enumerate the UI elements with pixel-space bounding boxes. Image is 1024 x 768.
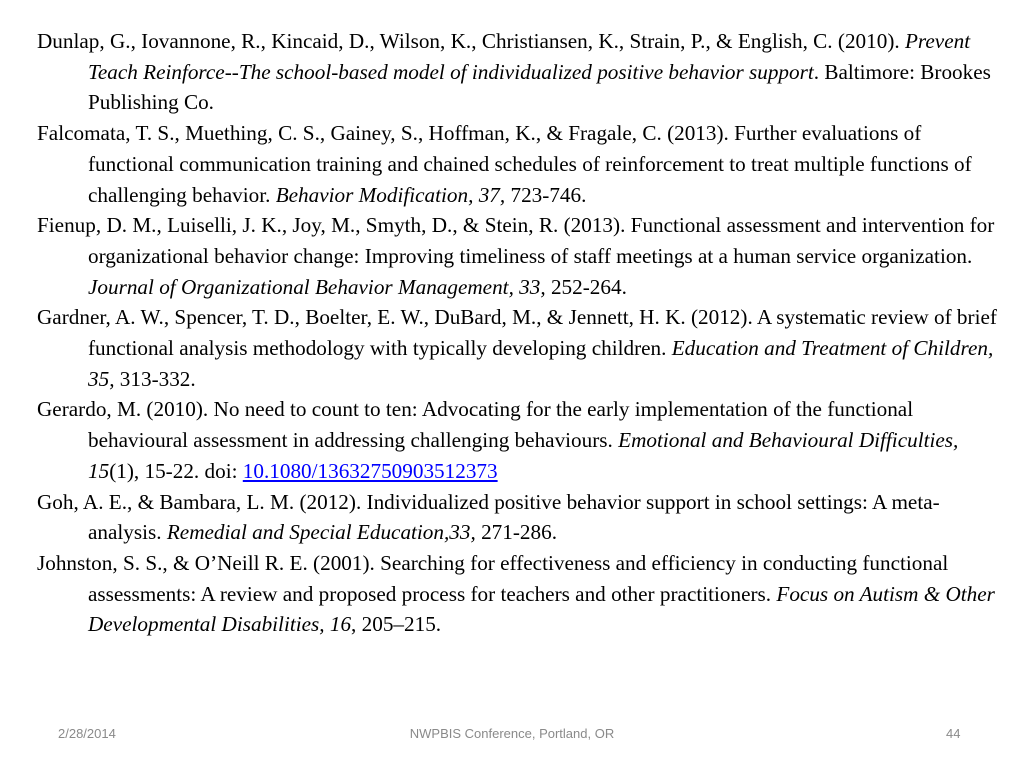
reference-item (37, 26, 997, 118)
reference-item (37, 394, 997, 486)
reference-source: Emotional and Behavioural Difficulties, 15 (88, 428, 959, 483)
reference-item (37, 302, 997, 394)
reference-list (37, 26, 997, 640)
slide-number: 44 (946, 726, 961, 741)
reference-item (37, 548, 997, 640)
reference-item (37, 487, 997, 548)
reference-source: Journal of Organizational Behavior Management, 33, (88, 274, 546, 299)
reference-text: Falcomata, T. S., Muething, C. S., Gainey, S., Hoffman, K., & Fragale, C. (2013). Further evaluations of functional communication training and chained schedules of reinforcement to treat multiple functions of challenging behavior. (37, 121, 972, 207)
reference-text: Fienup, D. M., Luiselli, J. K., Joy, M., Smyth, D., & Stein, R. (2013). Functional assessment and intervention for organizational behavior change: Improving timeliness of staff meetings at a human service organization. (37, 213, 995, 268)
footer-date: 2/28/2014 (58, 726, 116, 741)
reference-text: Gardner, A. W., Spencer, T. D., Boelter, E. W., DuBard, M., & Jennett, H. K. (2012). A systematic review of brief functional analysis methodology with typically developing children. (37, 305, 997, 361)
reference-text: Johnston, S. S., & O’Neill R. E. (2001). Searching for effectiveness and efficiency in conducting functional assessments: A review and proposed process for teachers and other practitioners. (37, 550, 949, 606)
reference-item (37, 210, 997, 302)
reference-text: Dunlap, G., Iovannone, R., Kincaid, D., Wilson, K., Christiansen, K., Strain, P., & English, C. (2010). (37, 29, 905, 53)
reference-details: 723-746. (505, 182, 587, 207)
reference-source: Prevent Teach Reinforce--The school-based model of individualized positive behavior support (88, 29, 971, 84)
doi-link[interactable]: 10.1080/13632750903512373 (242, 458, 498, 483)
reference-text: Goh, A. E., & Bambara, L. M. (2012). Individualized positive behavior support in school settings: A meta-analysis. (37, 489, 940, 545)
reference-source: Focus on Autism & Other Developmental Disabilities, 16 (88, 581, 995, 637)
reference-source: Behavior Modification, 37, (275, 182, 506, 207)
reference-details: 271-286. (475, 520, 557, 545)
reference-item (37, 118, 997, 210)
reference-details: (1), 15-22. doi: (109, 458, 243, 483)
reference-text: Gerardo, M. (2010). No need to count to ten: Advocating for the early implementation of the functional behavioural assessment in addressing challenging behaviours. (37, 397, 914, 453)
footer-conference: NWPBIS Conference, Portland, OR (409, 726, 615, 741)
reference-details: 313-332. (114, 366, 196, 391)
reference-details: , 205–215. (351, 612, 442, 637)
reference-details: . Baltimore: Brookes Publishing Co. (88, 59, 991, 115)
reference-source: Education and Treatment of Children, 35, (88, 336, 994, 391)
reference-details: 252-264. (545, 274, 627, 299)
reference-source: Remedial and Special Education,33, (166, 520, 476, 545)
